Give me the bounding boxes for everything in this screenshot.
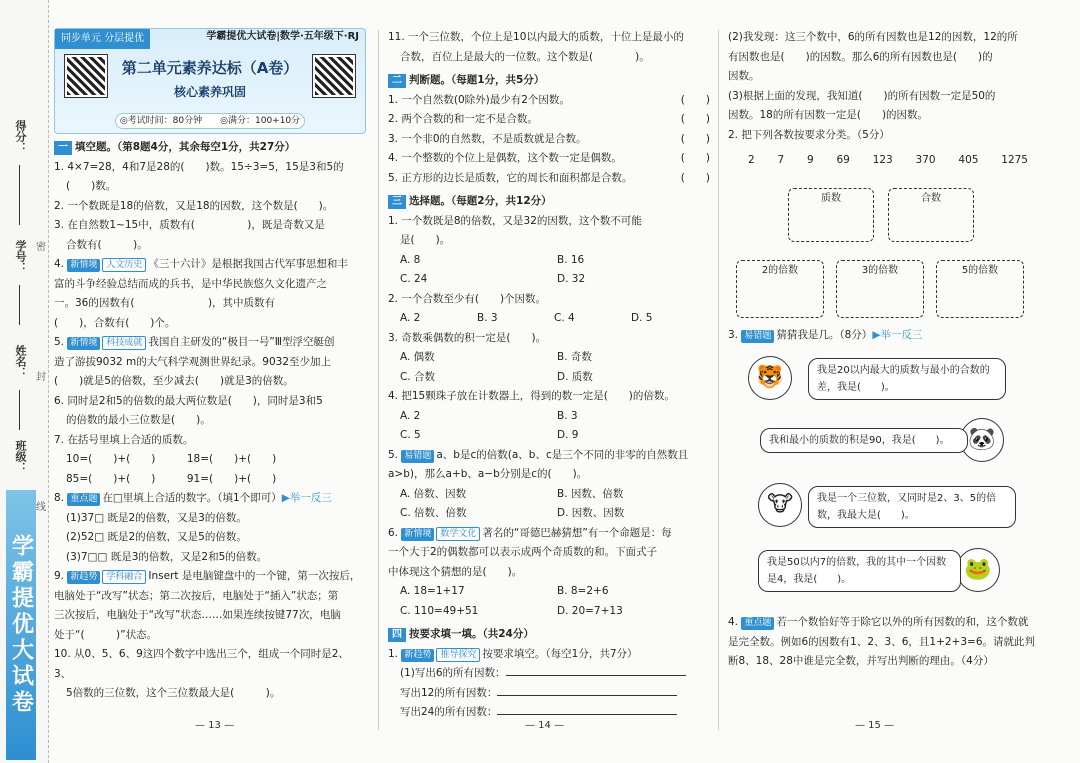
option[interactable]: B. 奇数 bbox=[557, 351, 592, 363]
judge-item bbox=[388, 169, 710, 189]
category-box[interactable] bbox=[736, 260, 824, 318]
tag-badge: 人文历史 bbox=[102, 258, 146, 272]
section-number: 二 bbox=[388, 74, 406, 88]
exam-meta: ◎考试时间：80分钟 ◎满分：100+10分 bbox=[115, 113, 305, 129]
question-line: 1. 4×7=28，4和7是28的( )数。15÷3=5，15是3和5的 bbox=[54, 160, 344, 173]
name-line bbox=[19, 390, 20, 430]
option[interactable]: A. 偶数 bbox=[400, 351, 435, 363]
class-label: 班级： bbox=[14, 440, 27, 473]
answer-line[interactable] bbox=[497, 695, 677, 696]
question-line: 因数。18的所有因数一定是( )的因数。 bbox=[728, 109, 929, 121]
option[interactable]: A. 8 bbox=[400, 253, 421, 266]
section-number: 四 bbox=[388, 628, 406, 642]
options bbox=[388, 368, 710, 388]
section-judge bbox=[388, 71, 710, 91]
question-block bbox=[728, 613, 1048, 672]
question-line: ( )数。 bbox=[66, 180, 117, 192]
riddle-bubble: 我是50以内7的倍数，我的其中一个因数是4，我是( )。 bbox=[758, 550, 961, 592]
question-text: 我国自主研发的“极目一号”Ⅲ型浮空艇创 bbox=[148, 336, 335, 348]
cow-icon: 🐮 bbox=[758, 483, 802, 527]
tag-badge: 推导探究 bbox=[436, 648, 480, 662]
tag-badge: 重点题 bbox=[67, 493, 100, 506]
question-text: 按要求填空。（每空1分，共7分） bbox=[482, 647, 638, 660]
section-number: 三 bbox=[388, 195, 406, 209]
judge-text: 3. 一个非0的自然数，不是质数就是合数。 bbox=[388, 132, 587, 145]
question-line: (3)根据上面的发现，我知道( )的所有因数一定是50的 bbox=[728, 89, 996, 102]
student-id-label: 学号： bbox=[14, 240, 27, 273]
question-line: 10=( )+( ) 18=( )+( ) bbox=[66, 453, 277, 465]
option[interactable]: A. 2 bbox=[400, 312, 421, 324]
number-item: 7 bbox=[777, 154, 785, 166]
seal-feng: 封 bbox=[36, 372, 46, 383]
question-line: 合数有( )。 bbox=[66, 238, 148, 251]
tag-badge: 新情境 bbox=[67, 337, 100, 350]
category-label: 2的倍数 bbox=[761, 265, 799, 276]
question-line bbox=[54, 489, 366, 509]
question-number: 8. bbox=[54, 492, 68, 504]
number-item: 370 bbox=[915, 154, 936, 166]
question-line: (2)52□ 既是2的倍数，又是5的倍数。 bbox=[66, 531, 247, 543]
question-text: a、b是c的倍数(a、b、c是三个不同的非零的自然数且 bbox=[436, 448, 689, 461]
judge-item bbox=[388, 91, 710, 111]
frog-icon: 🐸 bbox=[956, 548, 1000, 592]
unit-tag: 同步单元 分层提优 bbox=[55, 29, 150, 49]
tag-badge: 学科融合 bbox=[102, 570, 146, 584]
column-divider bbox=[378, 30, 379, 730]
question-number: 5. bbox=[54, 336, 68, 348]
option[interactable]: C. 合数 bbox=[400, 370, 436, 383]
section-title: 按要求填一填。（共24分） bbox=[409, 628, 534, 640]
option[interactable]: C. 倍数、倍数 bbox=[400, 507, 467, 519]
option[interactable]: B. 3 bbox=[477, 312, 498, 324]
category-box[interactable] bbox=[836, 260, 924, 318]
answer-paren[interactable]: ( ) bbox=[680, 132, 710, 145]
options bbox=[388, 426, 710, 446]
number-item: 9 bbox=[807, 154, 814, 166]
category-box[interactable] bbox=[788, 188, 874, 242]
question-line: 中体现这个猜想的是( )。 bbox=[388, 565, 523, 578]
question-line bbox=[54, 333, 366, 353]
tag-badge: 新趋势 bbox=[401, 649, 434, 662]
column-divider bbox=[718, 30, 719, 730]
question-line: 11. 一个三位数，个位上是10以内最大的质数，十位上是最小的 bbox=[388, 31, 684, 43]
number-item: 1275 bbox=[1001, 154, 1028, 166]
page-15 bbox=[728, 28, 1048, 718]
options bbox=[388, 251, 710, 271]
judge-item bbox=[388, 149, 710, 169]
judge-text: 4. 一个整数的个位上是偶数，这个数一定是偶数。 bbox=[388, 152, 622, 164]
tag-badge: 重点题 bbox=[741, 617, 774, 630]
tag-badge: 新情境 bbox=[401, 528, 434, 541]
exam-header bbox=[54, 28, 366, 134]
question-line: 2. 一个合数至少有( )个因数。 bbox=[388, 292, 547, 305]
answer-line[interactable] bbox=[506, 675, 686, 676]
seal-xian: 线 bbox=[36, 502, 46, 513]
page-subtitle: 核心素养巩固 bbox=[173, 85, 246, 99]
question-line bbox=[54, 567, 366, 587]
question-line: 2. 一个数既是18的倍数，又是18的因数，这个数是( )。 bbox=[54, 199, 334, 212]
options bbox=[388, 407, 710, 427]
question-line: 富的斗争经验总结而成的兵书，是中华民族悠久文化遗产之 bbox=[54, 277, 327, 290]
question-line: 合数，百位上是最大的一位数。这个数是( )。 bbox=[400, 50, 650, 63]
series-title: 学霸提优大试卷|数学·五年级下·RJ bbox=[206, 31, 359, 42]
category-label: 5的倍数 bbox=[961, 265, 999, 276]
prompt: (1)写出6的所有因数： bbox=[400, 667, 506, 679]
question-line: (3)7□□ 既是3的倍数，又是2和5的倍数。 bbox=[66, 550, 268, 563]
question-line: (1)37□ 既是2的倍数，又是3的倍数。 bbox=[66, 511, 247, 524]
seal-mi: 密 bbox=[36, 242, 46, 253]
question-line: 是( )。 bbox=[400, 234, 451, 246]
judge-text: 5. 正方形的边长是质数，它的周长和面积都是合数。 bbox=[388, 171, 633, 184]
question-text: 《三十六计》是根据我国古代军事思想和丰 bbox=[148, 258, 348, 270]
option[interactable]: D. 32 bbox=[557, 273, 586, 285]
question-line bbox=[54, 255, 366, 275]
question-line: 2. 把下列各数按要求分类。（5分） bbox=[728, 128, 890, 141]
question-line: 断8、18、28中谁是完全数，并写出判断的理由。（4分） bbox=[728, 655, 994, 667]
answer-paren[interactable]: ( ) bbox=[680, 93, 710, 106]
options bbox=[388, 485, 710, 505]
example-link[interactable]: ▶举一反三 bbox=[281, 492, 332, 504]
prompt: 写出24的所有因数： bbox=[400, 706, 498, 718]
tag-badge: 新趋势 bbox=[67, 571, 100, 584]
number-item: 123 bbox=[872, 154, 893, 166]
tag-badge: 易错题 bbox=[741, 330, 774, 343]
judge-text: 2. 两个合数的和一定不是合数。 bbox=[388, 113, 538, 125]
number-item: 2 bbox=[748, 154, 755, 166]
tag-badge: 数学文化 bbox=[436, 527, 480, 541]
option[interactable]: C. 5 bbox=[400, 429, 421, 441]
question-text: 著名的“哥德巴赫猜想”有一个命题是：每 bbox=[482, 526, 672, 539]
question-line: 10. 从0、5、6、9这四个数字中选出三个，组成一个同时是2、3、 bbox=[54, 648, 349, 680]
question-line: 3. 奇数乘偶数的积一定是( )。 bbox=[388, 331, 547, 344]
binding-strip bbox=[0, 0, 49, 763]
options bbox=[388, 602, 710, 622]
question-number: 4. bbox=[54, 258, 68, 270]
page-title: 第二单元素养达标（A卷） bbox=[121, 59, 299, 77]
question-line: 造了游拔9032 m的大气科学观测世界纪录。9032至少加上 bbox=[54, 355, 332, 368]
question-line: 的倍数的最小三位数是( )。 bbox=[66, 414, 211, 426]
question-line: 1. 新趋势 推导探究 按要求填空。（每空1分，共7分） bbox=[388, 647, 638, 660]
option[interactable]: D. 因数、因数 bbox=[557, 507, 625, 519]
brand-logo: 学霸提优大试卷 bbox=[6, 490, 36, 760]
number-item: 69 bbox=[836, 154, 850, 166]
category-label: 合数 bbox=[921, 193, 941, 204]
option[interactable]: B. 8=2+6 bbox=[557, 585, 609, 597]
option[interactable]: D. 20=7+13 bbox=[557, 604, 623, 617]
judge-item bbox=[388, 110, 710, 130]
section-choice bbox=[388, 192, 710, 212]
question-line: 因数。 bbox=[728, 70, 760, 82]
page-number: — 15 — bbox=[855, 720, 895, 731]
question-number: 9. bbox=[54, 570, 68, 582]
section-title: 选择题。（每题2分，共12分） bbox=[409, 195, 552, 207]
section-fill-in bbox=[54, 138, 366, 158]
option[interactable]: D. 9 bbox=[557, 429, 579, 441]
id-line bbox=[19, 285, 20, 325]
option[interactable]: D. 质数 bbox=[557, 370, 593, 383]
section-title: 填空题。（第8题4分，其余每空1分，共27分） bbox=[75, 141, 296, 153]
question-line: 85=( )+( ) 91=( )+( ) bbox=[66, 472, 277, 485]
answer-line[interactable] bbox=[497, 714, 677, 715]
question-line: ( )就是5的倍数，至少减去( )就是3的倍数。 bbox=[54, 375, 294, 387]
question-line: 4. 重点题 若一个数恰好等于除它以外的所有因数的和，这个数就 bbox=[728, 616, 1029, 628]
question-line: 有因数也是( )的因数。那么6的所有因数也是( )的 bbox=[728, 50, 993, 63]
option[interactable]: C. 4 bbox=[554, 312, 575, 324]
page-13 bbox=[54, 28, 366, 704]
section-fill bbox=[388, 625, 710, 645]
question-line: 三次按后，电脑处于“改写”状态……如果连续按键77次，电脑 bbox=[54, 609, 341, 621]
prompt: 写出12的所有因数： bbox=[400, 686, 498, 699]
question-line: 处于“( )”状态。 bbox=[54, 628, 158, 641]
option[interactable]: C. 110=49+51 bbox=[400, 604, 479, 617]
question-line: 4. 把15颗珠子放在计数器上，得到的数一定是( )的倍数。 bbox=[388, 390, 675, 402]
riddle-bubble: 我是一个三位数，又同时是2、3、5的倍数，我最大是( )。 bbox=[808, 486, 1016, 528]
question-line: 3. 易错题 猜猜我是几。（8分）▶举一反三 bbox=[728, 329, 923, 341]
question-line: 7. 在括号里填上合适的质数。 bbox=[54, 433, 194, 446]
category-box[interactable] bbox=[936, 260, 1024, 318]
score-line bbox=[19, 165, 20, 225]
question-line: 5倍数的三位数，这个三位数最大是( )。 bbox=[66, 687, 281, 699]
option[interactable]: B. 3 bbox=[557, 409, 578, 422]
option[interactable]: C. 24 bbox=[400, 273, 428, 285]
question-text: Insert 是电脑键盘中的一个键，第一次按后， bbox=[148, 570, 361, 582]
answer-paren[interactable]: ( ) bbox=[680, 152, 710, 164]
page-number: — 13 — bbox=[195, 720, 235, 731]
options bbox=[388, 504, 710, 524]
options bbox=[388, 348, 710, 368]
panda-icon: 🐼 bbox=[960, 418, 1004, 462]
question-text: 在□里填上合适的数字。（填1个即可） bbox=[102, 492, 282, 504]
judge-item bbox=[388, 130, 710, 150]
section-number: 一 bbox=[54, 141, 72, 155]
option[interactable]: A. 18=1+17 bbox=[400, 585, 465, 597]
option[interactable]: A. 倍数、因数 bbox=[400, 487, 467, 500]
tag-badge: 易错题 bbox=[401, 450, 434, 463]
option[interactable]: A. 2 bbox=[400, 409, 421, 422]
question-line: 是完全数。例如6的因数有1、2、3、6，且1+2+3=6。请就此判 bbox=[728, 635, 1036, 648]
category-box[interactable] bbox=[888, 188, 974, 242]
section-title: 判断题。（每题1分，共5分） bbox=[409, 74, 545, 86]
question-line: 3. 在自然数1~15中，质数有( )，既是奇数又是 bbox=[54, 219, 325, 231]
options bbox=[388, 582, 710, 602]
number-item: 405 bbox=[958, 154, 979, 166]
tiger-icon: 🐯 bbox=[748, 356, 792, 400]
category-label: 3的倍数 bbox=[861, 265, 899, 276]
question-line: 电脑处于“改写”状态；第二次按后，电脑处于“插入”状态；第 bbox=[54, 589, 339, 602]
question-line: 6. 新情境 数学文化 著名的“哥德巴赫猜想”有一个命题是：每 bbox=[388, 526, 672, 539]
question-text: 猜猜我是几。（8分） bbox=[776, 329, 873, 341]
question-line: 一个大于2的偶数都可以表示成两个奇质数的和。下面式子 bbox=[388, 546, 658, 558]
question-line: 6. 同时是2和5的倍数的最大两位数是( )，同时是3和5 bbox=[54, 394, 323, 407]
number-list bbox=[728, 151, 1048, 171]
question-line: 一。36的因数有( )，其中质数有 bbox=[54, 297, 276, 309]
option[interactable]: B. 16 bbox=[557, 253, 585, 266]
page-14 bbox=[388, 28, 710, 723]
example-link[interactable]: ▶举一反三 bbox=[872, 329, 923, 341]
question-line: (2)我发现：这三个数中，6的所有因数也是12的因数，12的所 bbox=[728, 31, 1018, 43]
question-line: 1. 一个数既是8的倍数，又是32的因数，这个数不可能 bbox=[388, 214, 642, 227]
score-field-label: 得分： bbox=[14, 120, 27, 153]
question-text: 若一个数恰好等于除它以外的所有因数的和，这个数就 bbox=[776, 616, 1029, 628]
option[interactable]: B. 因数、倍数 bbox=[557, 487, 624, 500]
question-line bbox=[388, 684, 710, 704]
judge-text: 1. 一个自然数(0除外)最少有2个因数。 bbox=[388, 93, 570, 106]
option[interactable]: D. 5 bbox=[631, 312, 653, 324]
question-line bbox=[388, 664, 710, 684]
name-label: 姓名： bbox=[14, 345, 27, 378]
riddle-bubble: 我是20以内最大的质数与最小的合数的差，我是( )。 bbox=[808, 358, 1006, 400]
options bbox=[388, 309, 710, 329]
question-line: ( )，合数有( )个。 bbox=[54, 316, 176, 329]
page-number: — 14 — bbox=[525, 720, 565, 731]
answer-paren[interactable]: ( ) bbox=[680, 171, 710, 184]
tag-badge: 新情境 bbox=[67, 259, 100, 272]
riddle-bubble: 我和最小的质数的积是90，我是( )。 bbox=[760, 428, 968, 453]
category-label: 质数 bbox=[821, 193, 841, 204]
question-line: a>b)，那么a+b、a−b分别是c的( )。 bbox=[388, 468, 588, 480]
question-line: 5. 易错题 a、b是c的倍数(a、b、c是三个不同的非零的自然数且 bbox=[388, 448, 689, 461]
options bbox=[388, 270, 710, 290]
answer-paren[interactable]: ( ) bbox=[680, 113, 710, 125]
tag-badge: 科技成就 bbox=[102, 336, 146, 350]
